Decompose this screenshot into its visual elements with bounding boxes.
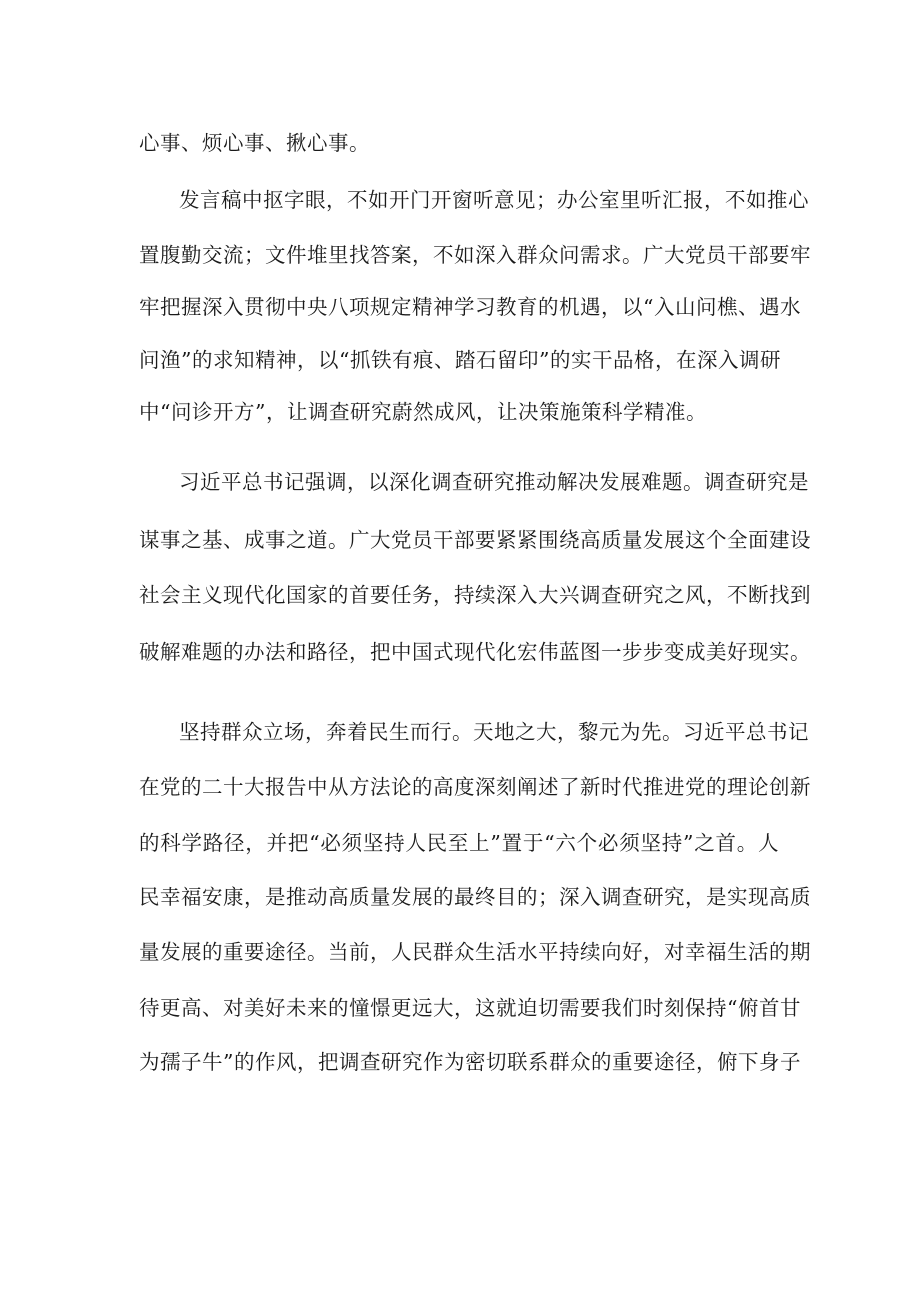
paragraph-4-line-7: 为孺子牛”的作风，把调查研究作为密切联系群众的重要途径，俯下身子 [139, 1050, 801, 1074]
paragraph-2-line-5: 中“问诊开方”，让调查研究蔚然成风，让决策施策科学精准。 [139, 400, 707, 424]
paragraph-4-line-5: 量发展的重要途径。当前，人民群众生活水平持续向好，对幸福生活的期 [139, 940, 811, 964]
paragraph-3-line-3: 社会主义现代化国家的首要任务，持续深入大兴调查研究之风，不断找到 [139, 583, 811, 607]
paragraph-4-line-6: 待更高、对美好未来的憧憬更远大，这就迫切需要我们时刻保持“俯首甘 [139, 996, 801, 1020]
paragraph-4-line-3: 的科学路径，并把“必须坚持人民至上”置于“六个必须坚持”之首。人 [139, 831, 779, 855]
paragraph-3-line-2: 谋事之基、成事之道。广大党员干部要紧紧围绕高质量发展这个全面建设 [139, 528, 811, 552]
paragraph-4-line-1: 坚持群众立场，奔着民生而行。天地之大，黎元为先。习近平总书记 [179, 720, 809, 744]
paragraph-4-line-4: 民幸福安康，是推动高质量发展的最终目的；深入调查研究，是实现高质 [139, 885, 811, 909]
paragraph-3-line-4: 破解难题的办法和路径，把中国式现代化宏伟蓝图一步步变成美好现实。 [139, 640, 811, 664]
paragraph-1-line-1: 心事、烦心事、揪心事。 [139, 131, 370, 155]
paragraph-3-line-1: 习近平总书记强调，以深化调查研究推动解决发展难题。调查研究是 [179, 470, 809, 494]
paragraph-2-line-3: 牢把握深入贯彻中央八项规定精神学习教育的机遇，以“入山问樵、遇水 [139, 295, 801, 319]
paragraph-2-line-2: 置腹勤交流；文件堆里找答案，不如深入群众问需求。广大党员干部要牢 [139, 243, 811, 267]
paragraph-2-line-4: 问渔”的求知精神，以“抓铁有痕、踏石留印”的实干品格，在深入调研 [139, 348, 781, 372]
paragraph-2-line-1: 发言稿中抠字眼，不如开门开窗听意见；办公室里听汇报，不如推心 [179, 188, 809, 212]
paragraph-4-line-2: 在党的二十大报告中从方法论的高度深刻阐述了新时代推进党的理论创新 [139, 775, 811, 799]
